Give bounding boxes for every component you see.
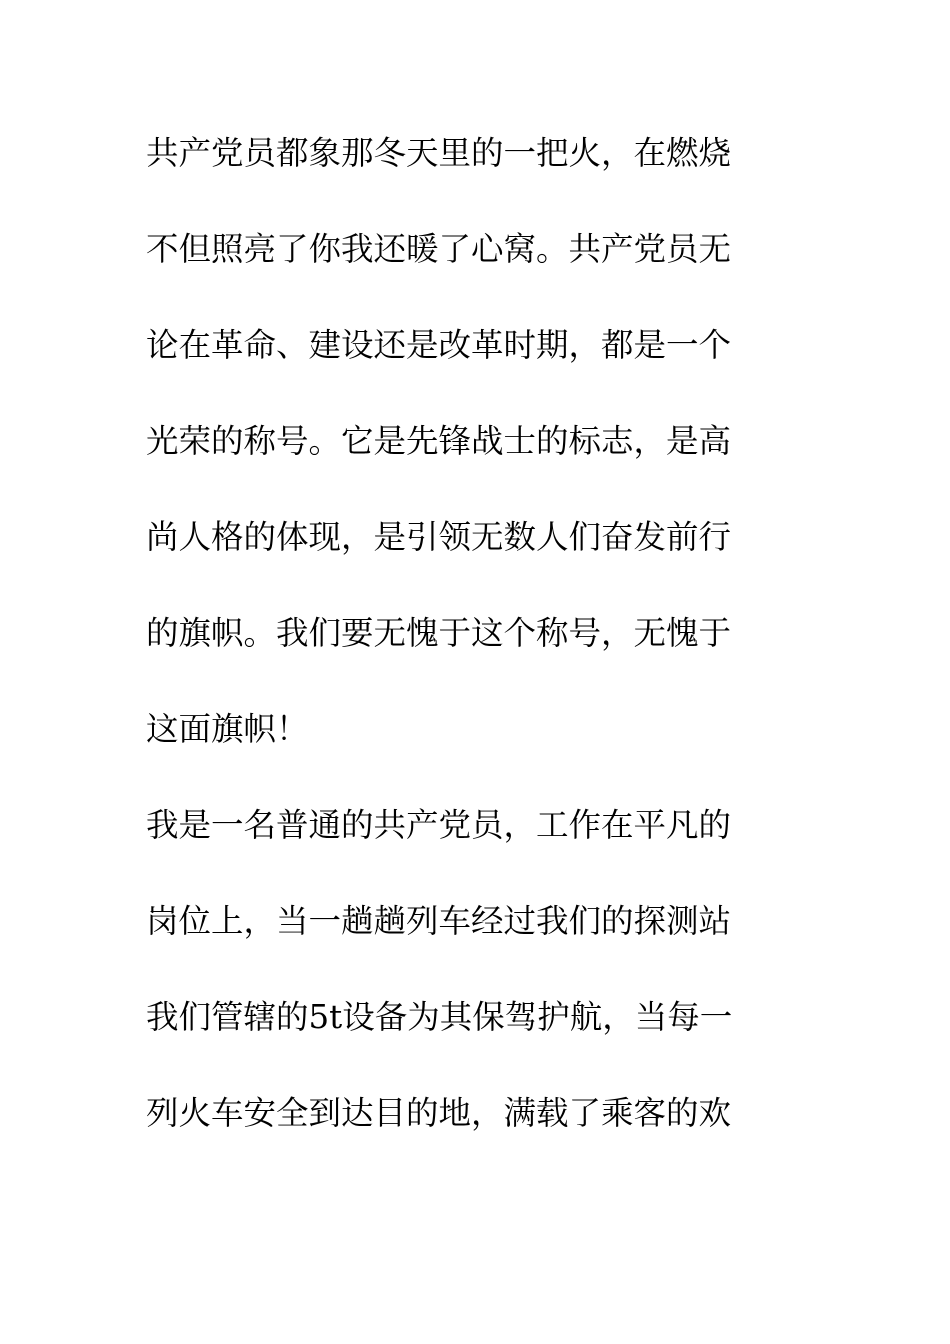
text-line: 岗位上，当一趟趟列车经过我们的探测站 [146,902,732,940]
text-line: 光荣的称号。它是先锋战士的标志，是高 [146,422,732,460]
body-text [146,126,806,1182]
text-line: 这面旗帜！ [146,710,309,748]
text-line: 尚人格的体现，是引领无数人们奋发前行 [146,518,732,556]
text-line: 共产党员都象那冬天里的一把火，在燃烧 [146,134,732,172]
text-line: 我们管辖的5t设备为其保驾护航，当每一 [146,998,733,1036]
text-line: 不但照亮了你我还暖了心窝。共产党员无 [146,230,732,268]
text-line: 我是一名普通的共产党员，工作在平凡的 [146,806,732,844]
text-line: 论在革命、建设还是改革时期，都是一个 [146,326,732,364]
text-line: 列火车安全到达目的地，满载了乘客的欢 [146,1094,732,1132]
text-line: 的旗帜。我们要无愧于这个称号，无愧于 [146,614,732,652]
